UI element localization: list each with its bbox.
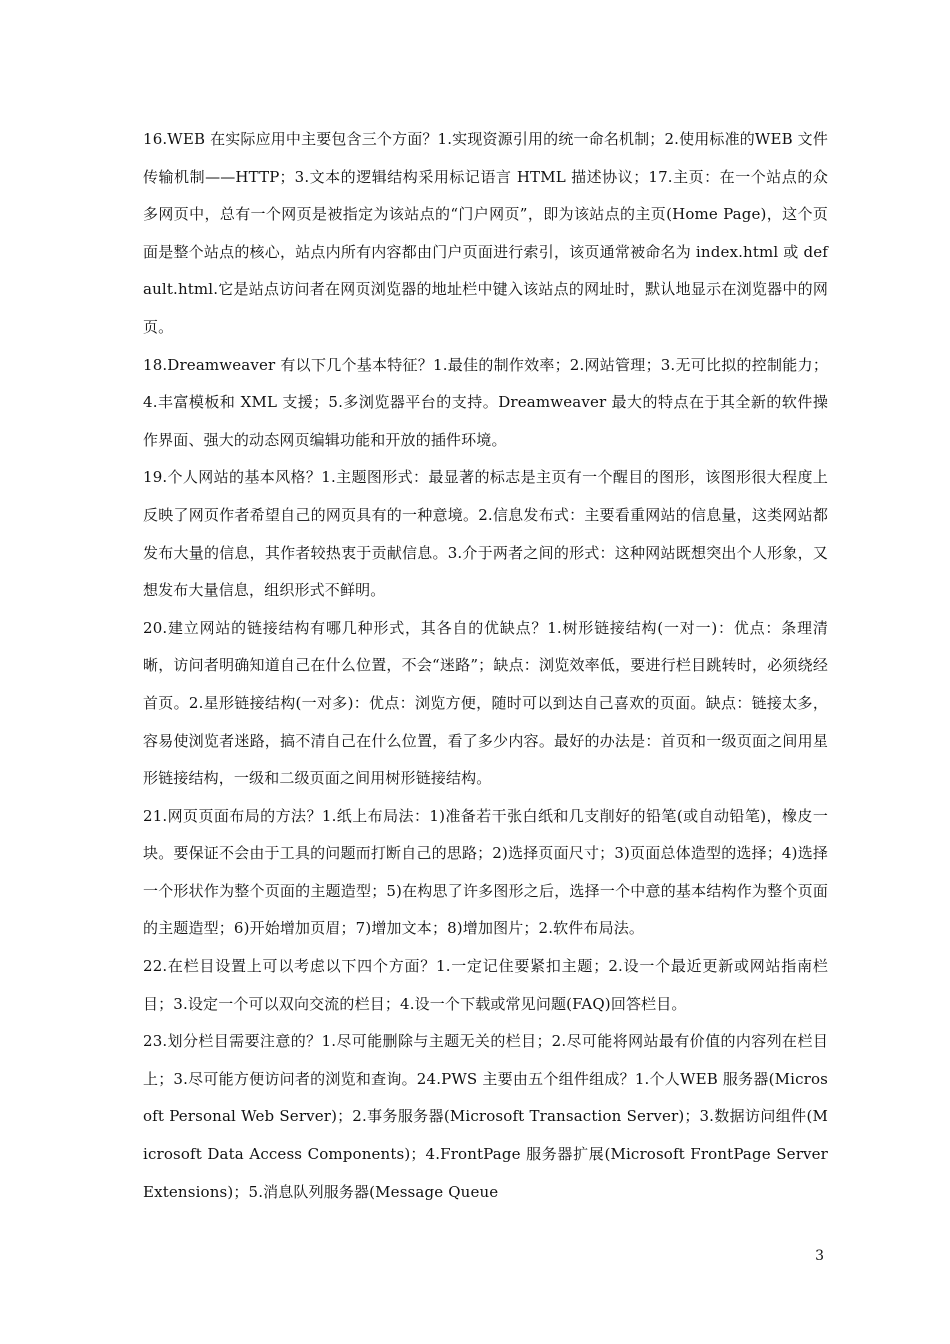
paragraph-21: 21.网页页面布局的方法？1.纸上布局法：1)准备若干张白纸和几支削好的铅笔(或自动铅笔)，橡皮一块。要保证不会由于工具的问题而打断自己的思路；2)选择页面尺寸；3)页面总体造型的选择；4)选择一个形状作为整个页面的主题造型；5)在构思了许多图形之后，选择一个中意的基本结构作为整个页面的主题造型；6)开始增加页眉；7)增加文本；8)增加图片；2.软件布局法。 [143, 806, 828, 938]
paragraph-19: 19.个人网站的基本风格？1.主题图形式：最显著的标志是主页有一个醒目的图形，该图形很大程度上反映了网页作者希望自己的网页具有的一种意境。2.信息发布式：主要看重网站的信息量，这类网站都发布大量的信息，其作者较热衷于贡献信息。3.介于两者之间的形式：这种网站既想突出个人形象，又想发布大量信息，组织形式不鲜明。 [143, 468, 828, 600]
paragraph-22: 22.在栏目设置上可以考虑以下四个方面？1.一定记住要紧扣主题；2.设一个最近更新或网站指南栏目；3.设定一个可以双向交流的栏目；4.设一个下载或常见问题(FAQ)回答栏目。 [143, 957, 828, 1013]
page-number: 3 [815, 1248, 824, 1264]
paragraph-23-24: 23.划分栏目需要注意的？1.尽可能删除与主题无关的栏目；2.尽可能将网站最有价值的内容列在栏目上；3.尽可能方便访问者的浏览和查询。24.PWS 主要由五个组件组成？1.个人WEB 服务器(Microsoft Personal Web Server)；2.事务服务器(Microsoft Transaction Server)；3.数据访问组件(Microsoft Data Access Components)；4.FrontPage 服务器扩展(Microsoft FrontPage Server Extensions)；5.消息队列服务器(Message Queue [143, 1032, 828, 1201]
paragraph-16-17: 16.WEB 在实际应用中主要包含三个方面？1.实现资源引用的统一命名机制；2.使用标准的WEB 文件传输机制——HTTP；3.文本的逻辑结构采用标记语言 HTML 描述协议；17.主页：在一个站点的众多网页中，总有一个网页是被指定为该站点的“门户网页”，即为该站点的主页(Home Page)，这个页面是整个站点的核心，站点内所有内容都由门户页面进行索引，该页通常被命名为 index.html 或 default.html.它是站点访问者在网页浏览器的地址栏中键入该站点的网址时，默认地显示在浏览器中的网页。 [143, 130, 828, 336]
paragraph-20: 20.建立网站的链接结构有哪几种形式，其各自的优缺点？1.树形链接结构(一对一)：优点：条理清晰，访问者明确知道自己在什么位置，不会“迷路”；缺点：浏览效率低，要进行栏目跳转时，必须绕经首页。2.星形链接结构(一对多)：优点：浏览方便，随时可以到达自己喜欢的页面。缺点：链接太多，容易使浏览者迷路，搞不清自己在什么位置，看了多少内容。最好的办法是：首页和一级页面之间用星形链接结构，一级和二级页面之间用树形链接结构。 [143, 618, 828, 788]
paragraph-18: 18.Dreamweaver 有以下几个基本特征？1.最佳的制作效率；2.网站管理；3.无可比拟的控制能力；4.丰富模板和 XML 支援；5.多浏览器平台的支持。Dreamweaver 最大的特点在于其全新的软件操作界面、强大的动态网页编辑功能和开放的插件环境。 [143, 355, 828, 449]
document-body [143, 121, 828, 1211]
